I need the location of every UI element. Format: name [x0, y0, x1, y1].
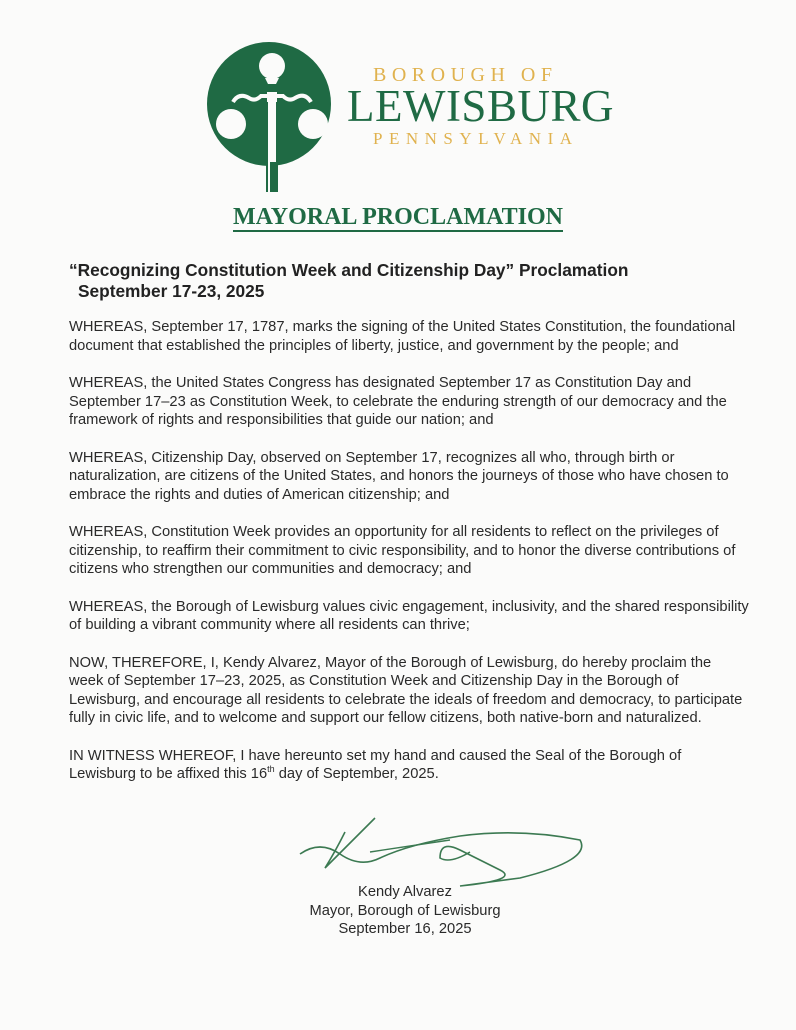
whereas-paragraph: WHEREAS, Citizenship Day, observed on September 17, recognizes all who, through birth or naturalization, are citizens of the United States, and honors the journeys of those who have chosen to embrace the rights and duties of American citizenship; and [69, 449, 729, 503]
logo-borough-of: BOROUGH OF [373, 64, 558, 86]
page-title [0, 204, 796, 231]
witness-paragraph [69, 747, 749, 784]
witness-text: IN WITNESS WHEREOF, I have hereunto set my hand and caused the Seal of the Borough of Lewisburg to be affixed this 16 [69, 747, 682, 782]
proclamation-subtitle [69, 260, 628, 302]
whereas-paragraph: WHEREAS, Constitution Week provides an opportunity for all residents to reflect on the privileges of citizenship, to reaffirm their commitment to civic responsibility, and to honor the diverse contributions of citizens who strengthen our communities and democracy; and [69, 524, 736, 577]
subtitle-line-1: “Recognizing Constitution Week and Citizenship Day” Proclamation [69, 260, 629, 280]
witness-ordinal: th [267, 764, 275, 775]
borough-logo [197, 42, 614, 192]
whereas-paragraph: WHEREAS, the Borough of Lewisburg values civic engagement, inclusivity, and the shared responsibility of building a vibrant community where all residents can thrive; [69, 598, 749, 633]
signer-name: Kendy Alvarez [358, 884, 452, 900]
lamppost-emblem-icon [197, 42, 347, 192]
signature-block [0, 883, 796, 939]
proclamation-body [69, 318, 749, 803]
subtitle-line-2: September 17-23, 2025 [78, 281, 265, 301]
witness-text-end: day of September, 2025. [274, 766, 439, 782]
whereas-paragraph: WHEREAS, the United States Congress has designated September 17 as Constitution Day and September 17–23 as Constitution Week, to celebrate the enduring strength of our democracy and the framework of rights and responsibilities that guide our nation; and [69, 375, 727, 428]
whereas-paragraph: WHEREAS, September 17, 1787, marks the signing of the United States Constitution, the foundational document that established the principles of liberty, justice, and government by the people; and [69, 319, 736, 354]
logo-lewisburg: LEWISBURG [347, 81, 614, 131]
therefore-paragraph: NOW, THEREFORE, I, Kendy Alvarez, Mayor of the Borough of Lewisburg, do hereby proclaim the week of September 17–23, 2025, as Constitution Week and Citizenship Day in the Borough of Lewisburg, and encourage all residents to celebrate the ideals of freedom and democracy, to participate fully in civic life, and to welcome and support our fellow citizens, both native-born and naturalized. [69, 654, 743, 726]
signature-date: September 16, 2025 [338, 921, 472, 937]
logo-pennsylvania: PENNSYLVANIA [373, 129, 579, 148]
signature-icon [290, 812, 590, 892]
page-title-text: MAYORAL PROCLAMATION [232, 204, 563, 230]
signer-title: Mayor, Borough of Lewisburg [309, 902, 501, 919]
